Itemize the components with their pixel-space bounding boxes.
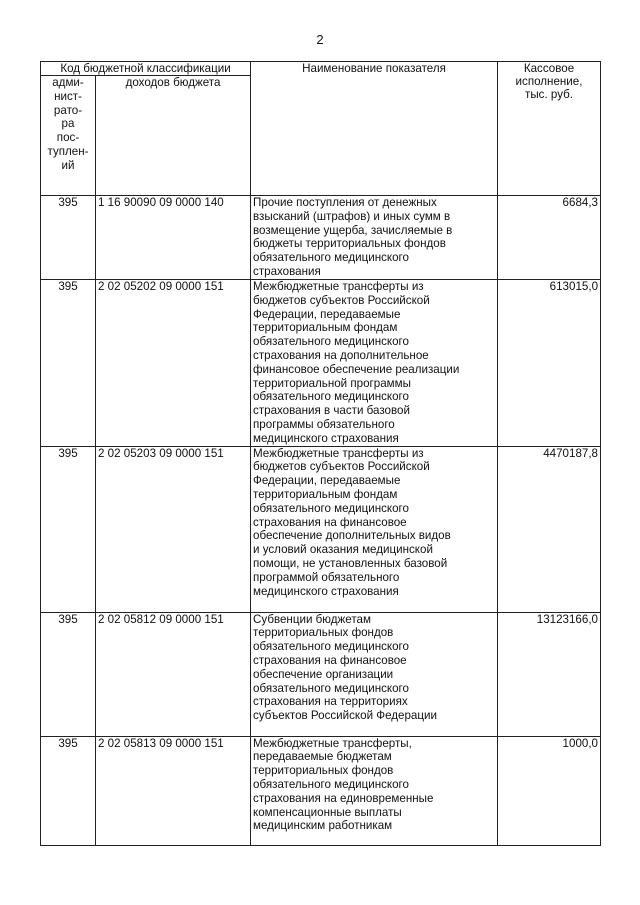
header-admin-line: ра	[61, 117, 75, 131]
page-number: 2	[316, 32, 324, 47]
indicator-name-line: медицинского страхования	[253, 431, 399, 445]
header-budget-income: доходов бюджета	[96, 76, 251, 196]
table-row	[41, 736, 601, 845]
indicator-name-cell	[251, 196, 498, 280]
indicator-name-cell	[251, 736, 498, 845]
indicator-name-line: обязательного медицинского	[253, 501, 409, 515]
indicator-name-line: Федерации, передаваемые	[253, 474, 401, 488]
header-indicator-name: Наименование показателя	[251, 62, 498, 196]
header-cash-execution	[498, 62, 601, 196]
header-admin-line: пос-	[56, 131, 80, 145]
budget-execution-table	[40, 61, 601, 846]
indicator-name-line: страхования на финансовое	[253, 515, 407, 529]
indicator-name-line: бюджетов субъектов Российской	[253, 293, 430, 307]
indicator-name-line: обеспечение дополнительных видов	[253, 529, 451, 543]
indicator-name-line: медицинского страхования	[253, 584, 399, 598]
admin-code-cell: 395	[41, 196, 96, 280]
indicator-name-line: взысканий (штрафов) и иных сумм в	[253, 209, 451, 223]
indicator-name-line: Межбюджетные трансферты из	[253, 280, 424, 293]
indicator-name-line: компенсационные выплаты	[253, 805, 402, 819]
indicator-name-line: обязательного медицинского	[253, 390, 409, 404]
indicator-name-line: Межбюджетные трансферты,	[253, 736, 412, 750]
indicator-name-line: и условий оказания медицинской	[253, 543, 433, 557]
amount-cell: 613015,0	[498, 280, 601, 447]
indicator-name-line: страхования на единовременные	[253, 791, 434, 805]
indicator-name-line: страхования в части базовой	[253, 404, 410, 418]
indicator-name-line: обязательного медицинского	[253, 251, 409, 265]
indicator-name-line: страхования на территориях	[253, 695, 408, 709]
indicator-name-line: бюджеты территориальных фондов	[253, 237, 446, 251]
indicator-name-line: Прочие поступления от денежных	[253, 196, 437, 209]
amount-cell: 1000,0	[498, 736, 601, 845]
indicator-name-line: обязательного медицинского	[253, 681, 409, 695]
amount-cell: 13123166,0	[498, 612, 601, 736]
indicator-name-line: программой обязательного	[253, 570, 400, 584]
indicator-name-line: территориальной программы	[253, 376, 411, 390]
table-row	[41, 446, 601, 612]
admin-code-cell: 395	[41, 280, 96, 447]
indicator-name-line: страхования на дополнительное	[253, 348, 429, 362]
indicator-name-line: возмещение ущерба, зачисляемые в	[253, 223, 453, 237]
admin-code-cell: 395	[41, 446, 96, 612]
indicator-name-line: бюджетов субъектов Российской	[253, 460, 430, 474]
header-admin-line: ий	[61, 158, 75, 172]
indicator-name-line: обеспечение организации	[253, 667, 394, 681]
header-admin-line: туплен-	[47, 144, 89, 158]
header-admin-line: нист-	[54, 89, 82, 103]
table-row	[41, 196, 601, 280]
indicator-name-line: территориальных фондов	[253, 764, 394, 778]
indicator-name-line: обязательного медицинского	[253, 335, 409, 349]
income-code-cell: 2 02 05813 09 0000 151	[96, 736, 251, 845]
income-code-cell: 2 02 05202 09 0000 151	[96, 280, 251, 447]
indicator-name-line: обязательного медицинского	[253, 777, 409, 791]
header-revenue-administrator	[41, 76, 96, 196]
indicator-name-line: медицинским работникам	[253, 819, 393, 833]
indicator-name-line: страхования	[253, 264, 321, 278]
income-code-cell: 2 02 05203 09 0000 151	[96, 446, 251, 612]
indicator-name-line: передаваемые бюджетам	[253, 750, 392, 764]
indicator-name-line: территориальных фондов	[253, 626, 394, 640]
indicator-name-line: страхования на финансовое	[253, 653, 407, 667]
indicator-name-line: субъектов Российской Федерации	[253, 709, 437, 723]
header-cash-execution-line: исполнение,	[515, 75, 583, 88]
amount-cell: 4470187,8	[498, 446, 601, 612]
indicator-name-line: помощи, не установленных базовой	[253, 556, 448, 570]
indicator-name-line: обязательного медицинского	[253, 640, 409, 654]
amount-cell: 6684,3	[498, 196, 601, 280]
table-row	[41, 612, 601, 736]
indicator-name-line: программы обязательного	[253, 417, 395, 431]
header-budget-classification: Код бюджетной классификации	[41, 62, 251, 76]
income-code-cell: 1 16 90090 09 0000 140	[96, 196, 251, 280]
table-row	[41, 280, 601, 447]
indicator-name-cell	[251, 280, 498, 447]
indicator-name-line: Межбюджетные трансферты из	[253, 446, 424, 460]
header-admin-line: рато-	[53, 103, 83, 117]
header-cash-execution-line: тыс. руб.	[525, 88, 574, 101]
income-code-cell: 2 02 05812 09 0000 151	[96, 612, 251, 736]
admin-code-cell: 395	[41, 736, 96, 845]
indicator-name-cell	[251, 446, 498, 612]
indicator-name-line: территориальным фондам	[253, 321, 398, 335]
header-cash-execution-line: Кассовое	[523, 62, 575, 75]
indicator-name-line: финансовое обеспечение реализации	[253, 362, 460, 376]
indicator-name-line: Субвенции бюджетам	[253, 612, 371, 626]
indicator-name-line: Федерации, передаваемые	[253, 307, 401, 321]
header-admin-line: адми-	[52, 76, 84, 89]
admin-code-cell: 395	[41, 612, 96, 736]
indicator-name-line: территориальным фондам	[253, 487, 398, 501]
table-header-group-row	[41, 62, 601, 76]
indicator-name-cell	[251, 612, 498, 736]
